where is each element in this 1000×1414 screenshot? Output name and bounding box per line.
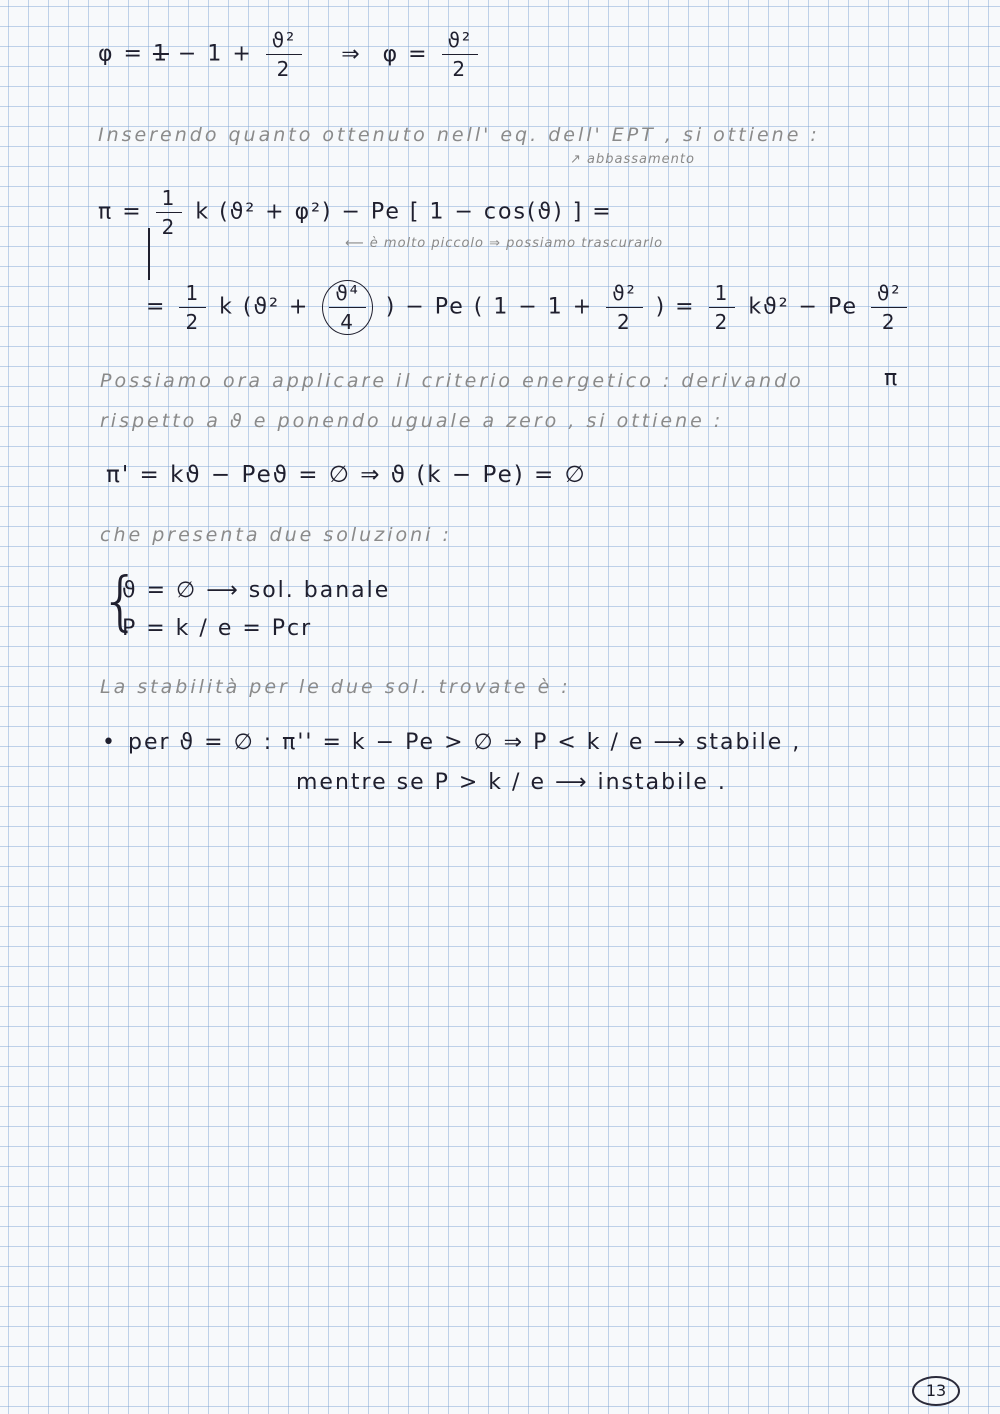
eq-exp-tail: kϑ² − Pe [748,294,858,320]
pi-symbol [884,366,899,391]
text-stabilita-content: La stabilità per le due sol. trovate è : [100,676,571,698]
text-inserendo [98,124,820,146]
eq-phi-fraction [266,28,302,81]
system-line2-text: P = k / e = Pcr [122,616,313,641]
annotation-abbassamento-text: abbassamento [587,152,695,167]
eq-exp-theta4-fraction [322,280,372,335]
fraction-numerator: 1 [179,281,206,308]
equation-expanded [146,280,911,335]
eq-phi-rhs-fraction [442,28,478,81]
left-continuation-bar [148,228,150,280]
fraction-numerator: ϑ² [606,281,642,308]
eq-exp-close: ) = [655,294,696,320]
text-soluzioni-content: che presenta due soluzioni : [100,524,452,546]
fraction-numerator: ϑ² [266,28,302,55]
eq-exp-k-open: k (ϑ² + [219,294,310,320]
bullet-line2-text: mentre se P > k / e ⟶ instabile . [296,770,727,795]
system-line1-text: ϑ = ∅ ⟶ sol. banale [122,578,391,603]
system-line1 [122,578,390,603]
eq-exp-half [179,281,206,334]
eq-exp-half2 [709,281,736,334]
eq-phi-mid: − 1 + [168,41,253,67]
eq-pi-half [156,186,183,239]
page-number [912,1376,960,1406]
fraction-denominator: 2 [161,215,177,239]
eq-exp-pe: ) − Pe ( 1 − 1 + [385,294,594,320]
curved-arrow-icon: ↗ [570,152,582,167]
fraction-denominator: 2 [617,310,632,334]
text-rispetto [100,410,723,432]
bullet-line1-text: per ϑ = ∅ : π'' = k − Pe > ∅ ⇒ P < k / e ⟶ stabile , [128,730,802,755]
eq-phi-struck-one: 1 [152,41,169,67]
annotation-trascurabile-text: è molto piccolo ⇒ possiamo trascurarlo [369,236,664,251]
arrow-left-icon: ⟵ [345,236,370,251]
annotation-abbassamento [570,152,695,167]
text-rispetto-line2: rispetto a ϑ e ponendo uguale a zero , si ottiene : [100,410,724,432]
bullet-line1 [128,730,801,755]
fraction-numerator: ϑ² [442,28,478,55]
eq-exp-theta2-fraction-final [871,281,907,334]
text-possiamo-line1: Possiamo ora applicare il criterio energetico : derivando [100,370,804,392]
system-line2 [122,616,312,641]
page-number-text: 13 [925,1381,947,1400]
fraction-denominator: 2 [452,57,468,81]
fraction-denominator: 4 [340,310,355,334]
annotation-trascurabile [345,236,663,251]
fraction-numerator: ϑ² [871,281,907,308]
equation-phi [98,28,482,81]
eq-pi-prime-text: π' = kϑ − Peϑ = ∅ ⇒ ϑ (k − Pe) = ∅ [106,462,587,488]
eq-exp-equals: = [146,294,167,320]
fraction-denominator: 2 [714,310,730,334]
fraction-numerator: 1 [709,281,736,308]
eq-phi-lhs: φ = [98,41,153,67]
bullet-dot: • [102,730,117,755]
text-stabilita [100,676,571,698]
fraction-denominator: 2 [276,57,292,81]
eq-pi-body: k (ϑ² + φ²) − Pe [ 1 − cos(ϑ) ] = [195,199,613,225]
implies-arrow: ⇒ [341,41,362,67]
text-possiamo [100,370,804,392]
fraction-denominator: 2 [881,310,897,334]
eq-exp-theta2-fraction [606,281,642,334]
fraction-denominator: 2 [185,310,201,334]
fraction-numerator: 1 [156,186,183,213]
pi-symbol-text: π [884,366,900,391]
bullet-line2 [296,770,727,795]
bullet-marker [102,730,117,755]
equation-pi-energy [98,186,613,239]
fraction-numerator: ϑ⁴ [329,281,365,308]
eq-phi-rhs-lhs: φ = [382,41,429,67]
text-inserendo-content: Inserendo quanto ottenuto nell' eq. dell' EPT , si ottiene : [98,124,820,146]
text-soluzioni [100,524,452,546]
eq-pi-lhs: π = [98,199,143,225]
equation-pi-prime [106,462,587,488]
system-brace: { [100,565,141,639]
